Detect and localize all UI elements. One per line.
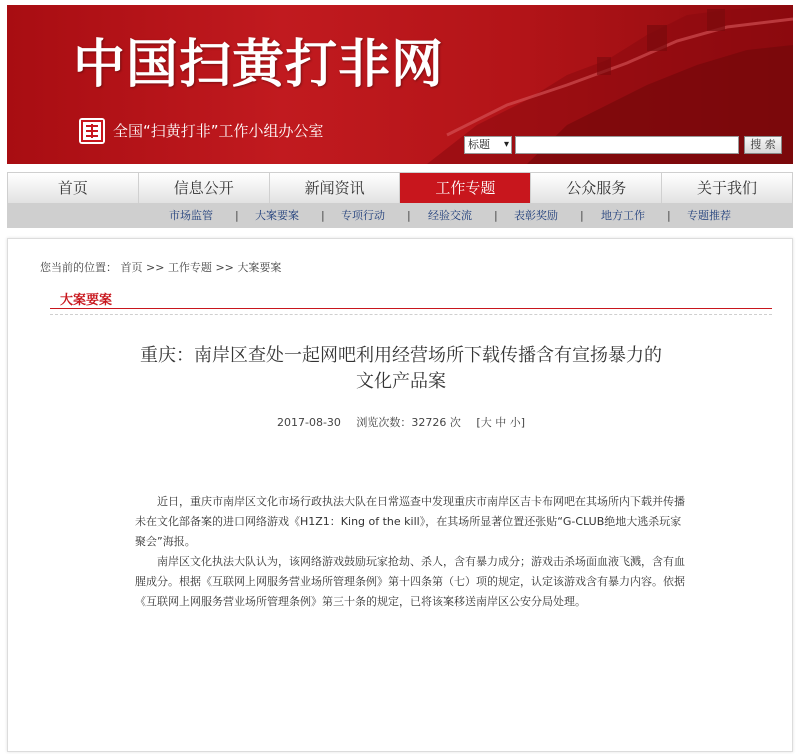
article-views [356, 416, 461, 429]
article-title: 重庆：南岸区查处一起网吧利用经营场所下载传播含有宣扬暴力的文化产品案 [140, 345, 662, 392]
nav-item-info-disclosure[interactable]: 信息公开 [139, 173, 270, 203]
article-paragraph: 近日，重庆市南岸区文化市场行政执法大队在日常巡查中发现重庆市南岸区吉卡布网吧在其场所内下载并传播未在文化部备案的进口网络游戏《H1Z1：King of the kill》，在其场所显著位置还张贴“G-CLUB绝地大逃杀玩家聚会”海报。 [135, 495, 685, 548]
views-unit: 次 [449, 416, 461, 429]
views-count: 32726 [411, 416, 447, 429]
breadcrumb-link-work-topics[interactable]: 工作专题 [167, 261, 212, 274]
nav-item-work-topics[interactable]: 工作专题 [400, 173, 531, 203]
subnav-item-experience-exchange[interactable]: 经验交流 [428, 209, 472, 222]
subnav-separator: | [407, 209, 411, 222]
search-button[interactable]: 搜 索 [744, 136, 782, 154]
breadcrumb-separator: >> [215, 261, 234, 274]
subnav-separator: | [580, 209, 584, 222]
views-label: 浏览次数： [356, 416, 412, 429]
subnav-separator: | [667, 209, 671, 222]
breadcrumb-prefix: 您当前的位置： [40, 261, 117, 274]
search-type-select[interactable] [464, 136, 512, 154]
article-date: 2017-08-30 [276, 416, 341, 429]
nav-item-about-us[interactable]: 关于我们 [697, 179, 758, 197]
article-meta [8, 414, 794, 430]
main-nav [7, 172, 793, 204]
section-divider [50, 308, 772, 309]
subnav-separator: | [494, 209, 498, 222]
section-title: 大案要案 [60, 293, 113, 308]
subnav-separator: | [235, 209, 239, 222]
nav-item-home[interactable]: 首页 [8, 173, 139, 203]
nav-item-public-service[interactable]: 公众服务 [531, 173, 662, 203]
breadcrumb [40, 259, 281, 275]
article-paragraph: 南岸区文化执法大队认为，该网络游戏鼓励玩家抢劫、杀人，含有暴力成分；游戏击杀场面血液飞溅，含有血腥成分。根据《互联网上网服务营业场所管理条例》第十四条第（七）项的规定，认定该游戏含有暴力内容。依据《互联网上网服务营业场所管理条例》第三十条的规定，已将该案移送南岸区公安分局处理。 [135, 555, 685, 608]
subnav-item-local-work[interactable]: 地方工作 [601, 209, 645, 222]
sub-nav [7, 204, 793, 228]
font-size-control[interactable]: [大 中 小] [476, 416, 525, 429]
subnav-item-special-actions[interactable]: 专项行动 [341, 209, 385, 222]
subnav-separator: | [321, 209, 325, 222]
breadcrumb-separator: >> [146, 261, 165, 274]
content-panel [7, 238, 793, 752]
chevron-down-icon: ▾ [503, 139, 509, 150]
breadcrumb-link-major-cases[interactable]: 大案要案 [237, 261, 282, 274]
dotted-divider [50, 314, 772, 315]
search-type-value: 标题 [468, 138, 490, 151]
subnav-item-topic-recommendations[interactable]: 专题推荐 [687, 209, 731, 222]
subnav-item-major-cases[interactable]: 大案要案 [255, 209, 299, 222]
seal-logo-icon [79, 118, 105, 144]
article-body [135, 492, 685, 612]
search-input[interactable] [515, 136, 739, 154]
subnav-item-market-supervision[interactable]: 市场监管 [169, 209, 213, 222]
subnav-item-commendations[interactable]: 表彰奖励 [514, 209, 558, 222]
site-title: 中国扫黄打非网 [73, 34, 445, 95]
breadcrumb-link-home[interactable]: 首页 [120, 261, 143, 274]
nav-item-news[interactable]: 新闻资讯 [270, 173, 401, 203]
site-subtitle: 全国“扫黄打非”工作小组办公室 [113, 122, 324, 140]
